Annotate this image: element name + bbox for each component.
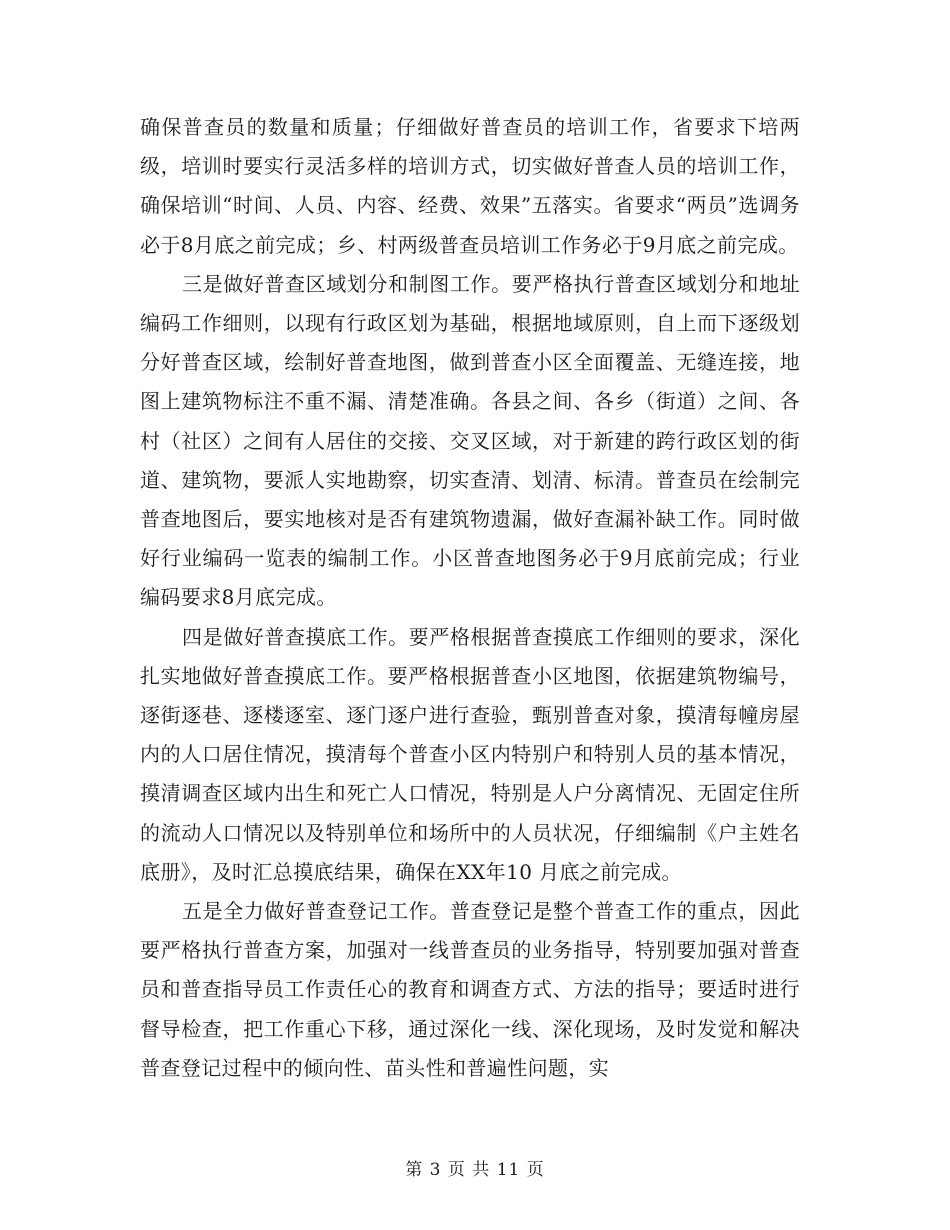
paragraph-continuation: 确保普查员的数量和质量；仔细做好普查员的培训工作，省要求下培两级，培训时要实行灵活多样的培训方式，切实做好普查人员的培训工作，确保培训“时间、人员、内容、经费、效果”五落实。省要求“两员”选调务必于8月底之前完成；乡、村两级普查员培训工作务必于9月底之前完成。 <box>140 115 800 257</box>
document-body <box>140 108 800 1088</box>
paragraph-section-three: 三是做好普查区域划分和制图工作。要严格执行普查区域划分和地址编码工作细则，以现有行政区划为基础，根据地域原则，自上而下逐级划分好普查区域，绘制好普查地图，做到普查小区全面覆盖、无缝连接，地图上建筑物标注不重不漏、清楚准确。各县之间、各乡（街道）之间、各村（社区）之间有人居住的交接、交叉区域，对于新建的跨行政区划的街道、建筑物，要派人实地勘察，切实查清、划清、标清。普查员在绘制完普查地图后，要实地核对是否有建筑物遗漏，做好查漏补缺工作。同时做好行业编码一览表的编制工作。小区普查地图务必于9月底前完成；行业编码要求8月底完成。 <box>140 271 800 610</box>
paragraph-section-five: 五是全力做好普查登记工作。普查登记是整个普查工作的重点，因此要严格执行普查方案，加强对一线普查员的业务指导，特别要加强对普查员和普查指导员工作责任心的教育和调查方式、方法的指导；要适时进行督导检查，把工作重心下移，通过深化一线、深化现场，及时发觉和解决普查登记过程中的倾向性、苗头性和普遍性问题，实 <box>140 899 800 1080</box>
paragraph-section-four: 四是做好普查摸底工作。要严格根据普查摸底工作细则的要求，深化扎实地做好普查摸底工作。要严格根据普查小区地图，依据建筑物编号，逐街逐巷、逐楼逐室、逐门逐户进行查验，甄别普查对象，摸清每幢房屋内的人口居住情况，摸清每个普查小区内特别户和特别人员的基本情况，摸清调查区域内出生和死亡人口情况，特别是人户分离情况、无固定住所的流动人口情况以及特别单位和场所中的人员状况，仔细编制《户主姓名底册》，及时汇总摸底结果，确保在XX年10 月底之前完成。 <box>140 624 800 884</box>
page-number-footer: 第 3 页 共 11 页 <box>405 1160 545 1180</box>
